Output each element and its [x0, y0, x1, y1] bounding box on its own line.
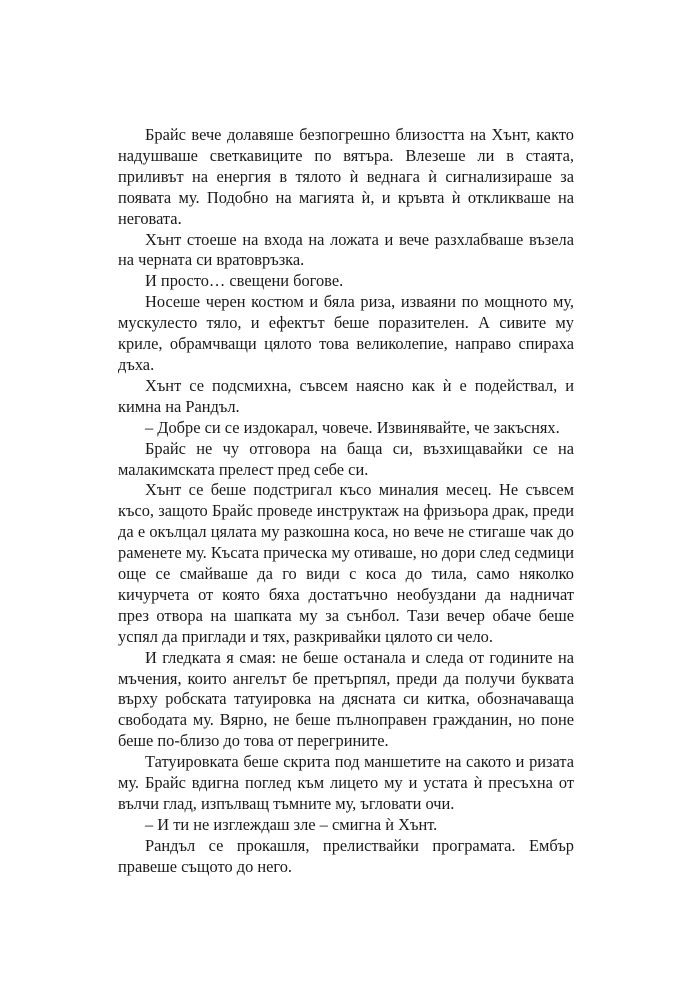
- paragraph: Татуировката беше скрита под маншетите на сакото и ризата му. Брайс вдигна поглед към лицето му и устата ѝ пресъхна от вълчи глад, изпълващ тъмните му, ъгловати очи.: [118, 752, 574, 813]
- paragraph: Брайс вече долавяше безпогрешно близостта на Хънт, както надушваше светкавиците по вятъра. Влезеше ли в стаята, приливът на енергия в тялото ѝ веднага ѝ сигнализираше за появата му. Подобно на магията ѝ, и кръвта ѝ откликваше на неговата.: [118, 125, 574, 228]
- paragraph: И просто… свещени богове.: [145, 271, 344, 291]
- paragraph: Брайс не чу отговора на баща си, възхищавайки се на малакимската прелест пред себе си.: [118, 438, 574, 479]
- paragraph: Рандъл се прокашля, прелиствайки програмата. Ембър правеше същото до него.: [118, 835, 574, 876]
- dialogue-line: – И ти не изглеждаш зле – смигна ѝ Хънт.: [145, 814, 438, 834]
- paragraph: И гледката я смая: не беше останала и следа от годините на мъчения, които ангелът бе претърпял, преди да получи буквата върху робската татуировка на дясната си китка, обозначаваща свободата му. Вярно, не беше пълноправен гражданин, но поне беше по-близо до това от перегрините.: [118, 647, 574, 751]
- body-text: [118, 125, 574, 878]
- paragraph: Хънт се беше подстригал късо миналия месец. Не съвсем късо, защото Брайс проведе инструктаж на фризьора драк, преди да е окълцал цялата му разкошна коса, но вече не стигаше чак до раменете му. Късата прическа му отиваше, но дори след седмици още се смайваше да го види с коса до тила, само няколко кичурчета от която бяха достатъчно необуздани да надничат през отвора на шапката му за сънбол. Тази вечер обаче беше успял да приглади и тях, разкривайки цялото си чело.: [118, 480, 574, 646]
- paragraph: Носеше черен костюм и бяла риза, изваяни по мощното му, мускулесто тяло, и ефектът беше поразителен. А сивите му криле, обрамчващи цялото това великолепие, направо спираха дъха.: [118, 292, 574, 374]
- dialogue-line: – Добре си се издокарал, човече. Извинявайте, че закъснях.: [145, 417, 560, 437]
- paragraph: Хънт стоеше на входа на ложата и вече разхлабваше възела на черната си вратовръзка.: [118, 229, 574, 270]
- paragraph: Хънт се подсмихна, съвсем наясно как ѝ е подействал, и кимна на Рандъл.: [118, 375, 574, 416]
